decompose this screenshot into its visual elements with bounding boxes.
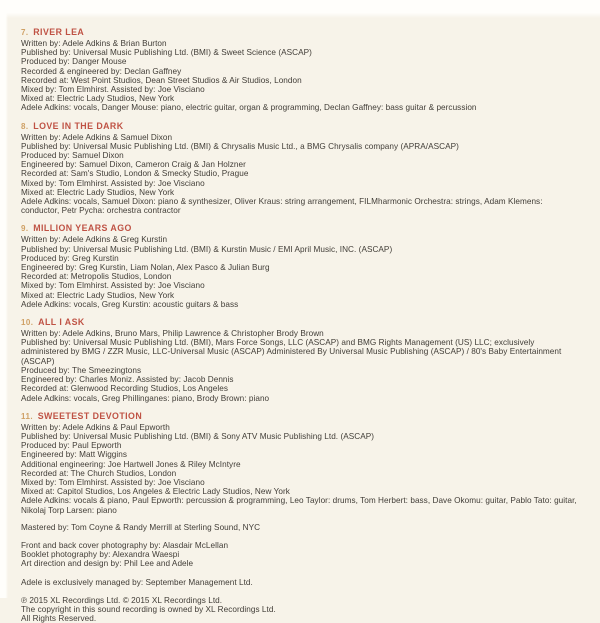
credit-line: Adele is exclusively managed by: September Management Ltd.	[21, 577, 253, 587]
track-credit-lines	[21, 39, 583, 113]
track-credit-lines	[21, 133, 583, 216]
credit-line: Mixed at: Electric Lady Studios, New York	[21, 94, 175, 104]
credit-line: Adele Adkins: vocals & piano, Paul Epworth: percussion & programming, Leo Taylor: drums, Tom Herbert: bass, Dave Okomu: guitar, Pablo Tato: guitar, Nikolaj Torp Larsen: piano	[21, 496, 577, 515]
credit-line: Produced by: Samuel Dixon	[21, 151, 124, 161]
credit-line: Adele Adkins: vocals, Greg Phillinganes: piano, Brody Brown: piano	[21, 393, 270, 403]
credit-line: Written by: Adele Adkins & Brian Burton	[21, 39, 167, 48]
credit-line: Recorded & engineered by: Declan Gaffney	[21, 66, 182, 76]
track-title	[21, 223, 583, 234]
track-number: 8.	[21, 121, 32, 131]
track-title	[21, 27, 583, 38]
credit-line: Recorded at: Sam's Studio, London & Smecky Studio, Prague	[21, 169, 249, 179]
credit-line: Written by: Adele Adkins & Paul Epworth	[21, 422, 170, 432]
track-name: ALL I ASK	[38, 317, 85, 328]
credit-line: Engineered by: Samuel Dixon, Cameron Craig & Jan Holzner	[21, 160, 246, 170]
credit-line: Engineered by: Greg Kurstin, Liam Nolan, Alex Pasco & Julian Burg	[21, 263, 270, 273]
track-name: LOVE IN THE DARK	[33, 120, 124, 131]
track-section	[21, 27, 583, 113]
track-credit-lines	[21, 235, 583, 309]
track-title	[21, 121, 583, 132]
credit-line: Art direction and design by: Phil Lee and Adele	[21, 559, 194, 569]
copyright-notice	[21, 596, 583, 623]
credit-line: Produced by: Danger Mouse	[21, 57, 127, 67]
credit-line: Mixed by: Tom Elmhirst. Assisted by: Joe Visciano	[21, 477, 205, 487]
credit-line: Engineered by: Matt Wiggins	[21, 450, 128, 460]
credit-line: Recorded at: The Church Studios, London	[21, 468, 177, 478]
credit-line: Published by: Universal Music Publishing Ltd. (BMI) & Chrysalis Music Ltd., a BMG Chrysalis company (APRA/ASCAP)	[21, 141, 459, 151]
credit-line: Adele Adkins: vocals, Danger Mouse: piano, electric guitar, organ & programming, Declan Gaffney: bass guitar & percussion	[21, 103, 477, 113]
track-number: 9.	[21, 224, 32, 234]
credit-line: Mixed by: Tom Elmhirst. Assisted by: Joe Visciano	[21, 178, 205, 188]
credit-line: Additional engineering: Joe Hartwell Jones & Riley McIntyre	[21, 459, 241, 469]
track-number: 10.	[21, 318, 37, 328]
track-name: RIVER LEA	[33, 27, 85, 37]
credit-line: Engineered by: Charles Moniz. Assisted by: Jacob Dennis	[21, 375, 234, 385]
credit-line: Produced by: The Smeezingtons	[21, 365, 142, 375]
credit-line: Adele Adkins: vocals, Greg Kurstin: acoustic guitars & bass	[21, 299, 239, 309]
track-section	[21, 317, 583, 403]
credit-line: Mastered by: Tom Coyne & Randy Merrill at Sterling Sound, NYC	[21, 522, 261, 532]
track-name: MILLION YEARS AGO	[33, 223, 132, 234]
credit-line: Mixed at: Electric Lady Studios, New York	[21, 290, 175, 300]
page-edge-top	[0, 0, 600, 18]
credit-line: The copyright in this sound recording is owned by XL Recordings Ltd.	[21, 604, 276, 614]
track-number: 11.	[21, 411, 36, 421]
credit-line: ℗ 2015 XL Recordings Ltd. © 2015 XL Recordings Ltd.	[21, 595, 223, 605]
mastering-credit	[21, 523, 583, 532]
tracks	[21, 27, 583, 515]
credit-line: Published by: Universal Music Publishing Ltd. (BMI) & Kurstin Music / EMI April Music, INC. (ASCAP)	[21, 244, 393, 254]
track-title	[21, 317, 583, 328]
credit-line: Published by: Universal Music Publishing Ltd. (BMI) & Sweet Science (ASCAP)	[21, 48, 312, 58]
credit-line: Published by: Universal Music Publishing Ltd. (BMI), Mars Force Songs, LLC (ASCAP) and BMG Rights Management (US) LLC; exclusively administered by BMG / ZZR Music, LLC-Universal Music (ASCAP) Administered By Universal Music Publishing (ASCAP) / 80's Baby Entertainment (ASCAP)	[21, 338, 562, 366]
track-name: SWEETEST DEVOTION	[37, 410, 143, 421]
management-credit	[21, 578, 583, 587]
credit-line: All Rights Reserved.	[21, 614, 97, 623]
credit-line: Produced by: Greg Kurstin	[21, 253, 119, 263]
credit-line: Booklet photography by: Alexandra Waespi	[21, 550, 180, 560]
credit-line: Written by: Adele Adkins & Samuel Dixon	[21, 132, 173, 142]
track-section	[21, 121, 583, 216]
artwork-credits	[21, 541, 583, 569]
credit-line: Written by: Adele Adkins, Bruno Mars, Philip Lawrence & Christopher Brody Brown	[21, 329, 324, 339]
page-edge-left	[0, 0, 8, 598]
credit-line: Written by: Adele Adkins & Greg Kurstin	[21, 235, 168, 245]
liner-notes-page	[21, 27, 583, 623]
credit-line: Produced by: Paul Epworth	[21, 441, 122, 451]
track-section	[21, 411, 583, 515]
credit-line: Front and back cover photography by: Alasdair McLellan	[21, 540, 229, 550]
track-credit-lines	[21, 423, 583, 515]
credit-line: Mixed at: Electric Lady Studios, New York	[21, 187, 175, 197]
track-credit-lines	[21, 329, 583, 403]
credit-line: Published by: Universal Music Publishing Ltd. (BMI) & Sony ATV Music Publishing Ltd. (ASCAP)	[21, 431, 375, 441]
track-section	[21, 223, 583, 309]
track-title	[21, 411, 583, 422]
credit-line: Mixed by: Tom Elmhirst. Assisted by: Joe Visciano	[21, 85, 205, 95]
credit-line: Recorded at: Metropolis Studios, London	[21, 272, 172, 282]
credit-line: Adele Adkins: vocals, Samuel Dixon: piano & synthesizer, Oliver Kraus: string arrangement, FILMharmonic Orchestra: strings, Adam Klemens: conductor, Petr Pycha: orchestra contractor	[21, 197, 543, 216]
credit-line: Recorded at: West Point Studios, Dean Street Studios & Air Studios, London	[21, 75, 302, 85]
credit-line: Mixed by: Tom Elmhirst. Assisted by: Joe Visciano	[21, 281, 205, 291]
credit-line: Mixed at: Capitol Studios, Los Angeles & Electric Lady Studios, New York	[21, 487, 290, 497]
track-number: 7.	[21, 28, 32, 37]
credit-line: Recorded at: Glenwood Recording Studios, Los Angeles	[21, 384, 228, 394]
